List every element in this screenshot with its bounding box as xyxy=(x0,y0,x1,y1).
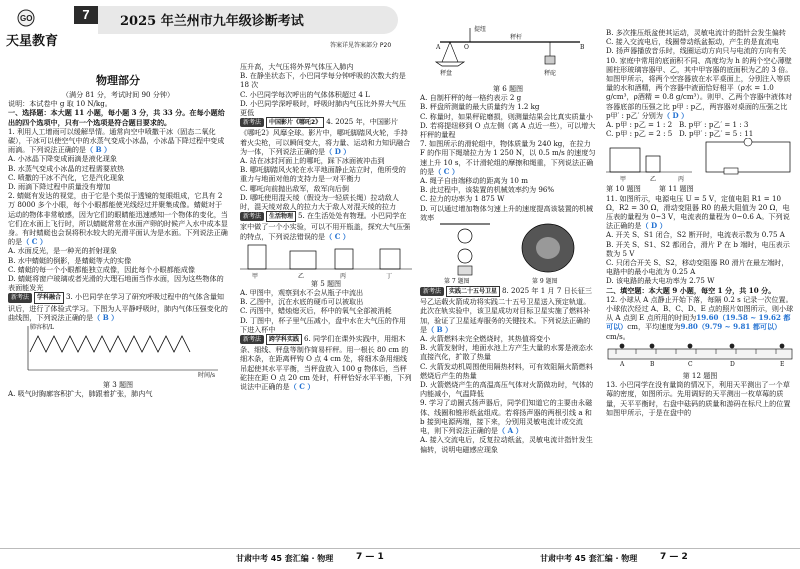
q3-tag2: 学科融合 xyxy=(34,292,64,303)
q8-answer: （ B ） xyxy=(427,324,453,334)
q11-text: 11. 如图所示，电源电压 U = 5 V，定值电阻 R1 = 10 Ω，R2 = 30 Ω，滑动变阻器 R0 的最大阻值为 20 Ω，电压表的量程为 0~3 V，电流表的量程为 0~0.6 A。下列说法正确的是 xyxy=(606,193,790,231)
q9-cont-c: C. 接入交流电后，线圈带动纸盆振动，产生的是直流电 xyxy=(606,37,779,47)
q4-option-b: B. 哪吒脚踏风火轮在水平地面静止站立时，他所受的重力与地面对他的支持力是一对平衡力 xyxy=(240,165,406,184)
q8-option-a: A. 火箭燃料未完全燃烧时，其热值将变小 xyxy=(420,334,551,344)
q4-option-a: A. 站在冰封河面上的哪吒，踩下冰面被冲击到 xyxy=(240,156,385,166)
q7-text: 7. 如图所示的滑轮组中，物体质量为 240 kg，在拉力 F 的作用下绳端拉力为 1 250 N，以 0.5 m/s 的速度匀速上升 10 s，不计滑轮组的摩擦和绳重，下列说法正确的是 xyxy=(420,139,596,176)
q2-option-c: C. 蜻蜓的每一个小眼都能独立成像，因此每个小眼都能成像 xyxy=(8,264,196,274)
q11-option-a: A. 开关 S、S1 闭合，S2 断开时，电流表示数为 0.75 A xyxy=(606,230,785,240)
footer-right-page: 7 — 2 xyxy=(660,552,688,562)
q11-option-c: C. 只闭合开关 S、S2，移动变阻器 R0 滑片在最左端时，电路中的最小电流为 0.25 A xyxy=(606,258,789,277)
q12-point-c: C xyxy=(688,360,693,368)
q6-option-a: A. 自制杆秤的每一格约表示 2 g xyxy=(420,93,522,103)
q3-cont-2: B. 在静坐状态下，小巴同学每分钟呼吸的次数大约是 18 次 xyxy=(240,71,406,90)
question-10 xyxy=(606,56,794,194)
q2-option-b: B. 水中蜻蜓的倒影，是蜻蜓等大的实像 xyxy=(8,255,132,265)
q10-figure-caption: 第 10 题图 xyxy=(606,184,641,194)
q6-answer: （ C ） xyxy=(289,382,315,392)
q3-cont-4: D. 小巴同学深呼吸时，呼吸时肺内气压比外界大气压更低 xyxy=(240,98,407,118)
q6-label-weight: 秤砣 xyxy=(544,70,557,77)
q6-option-c: C. 称量时，如果秤砣磨损，则测量结果会比真实质量小 xyxy=(420,111,593,121)
q2-answer: （ C ） xyxy=(22,237,47,247)
q5-tag2: 生活物理 xyxy=(266,211,296,222)
q10-options-row-2 xyxy=(606,129,794,138)
q10-option-a: A. p甲 : p乙 = 1 : 2 xyxy=(606,120,673,130)
q12-unit-2: cm/s。 xyxy=(606,331,630,341)
q2-text: 2. 蜻蜓有发达的视觉，由于它是个类似于透镜的复眼组成，它具有 2 万 8000 多个小眼，每个小眼都能使光线经过并聚集成像。蜻蜓对于运动的物体非常敏感，因为它们的眼睛能迅速感知一个物体的变化，当它们在水面上飞行时，所以蜻蜓常常在水面产卵的时候产入水中成本显身。有时蜻蜓也会误将积水较大的光滑平面认为是水面。下列说法正确的是 xyxy=(8,191,228,247)
footer xyxy=(0,548,800,569)
q3-cont-1: 压升高，大气压将外界气体压入肺内 xyxy=(240,62,354,71)
question-6 xyxy=(240,334,412,391)
column-1 xyxy=(0,60,236,398)
q3-answer: （ B ） xyxy=(93,312,119,322)
breathing-wave xyxy=(30,336,190,352)
q4-tag2: 中国影片《哪吒2》 xyxy=(266,117,324,128)
question-12 xyxy=(606,295,794,380)
q5-tag: 新考法 xyxy=(240,212,264,221)
q7-q9-figures xyxy=(420,222,596,286)
q12-figure xyxy=(606,341,794,371)
q1-option-b: B. 水蒸气变成小冰晶的过程需要放热 xyxy=(8,163,125,173)
q4-option-d: D. 哪吒使用混天绫（假设为一轻质长绳）拉动敌人时，混天绫对敌人的拉力大于敌人对混天绫的拉力 xyxy=(240,192,399,212)
q11-option-d: D. 该电路的最大电功率为 2.75 W xyxy=(606,276,715,286)
q12-text: 12. 小球从 A 点静止开始下落，每隔 0.2 s 记录一次位置。小球依次经过 A、B、C、D、E 点的照片如图所示，则小球从 A 点到 E 点所用的时间为 xyxy=(606,294,794,323)
q5-figure-caption: 第 5 题图 xyxy=(310,278,342,288)
q1-option-c: C. 喷撒的干冰不汽化，它是汽化现象 xyxy=(8,172,125,182)
q5-fig-label-a: 甲 xyxy=(252,272,259,280)
q4-answer: （ D ） xyxy=(325,146,351,156)
question-13 xyxy=(606,380,794,417)
q9-text: 9. 学习了动圈式扬声器后，同学们知道它的主要由永磁体、线圈和锥形纸盆组成。若将扬声器的两根引线 a 和 b 接到电源两端，接下来，分别用灵敏电流计或交流电，则下列说法正确的是 xyxy=(420,398,593,436)
page-num-badge: 7 xyxy=(74,6,98,24)
q10-fig-label-a: 甲 xyxy=(620,176,627,184)
q13-text: 13. 小巴同学在没有量筒的情况下，利用天平测出了一个草莓的密度，如图所示。先用调好的天平测出一枚草莓的质量，天平平衡时，右盘中砝码的质量和游码在标尺上的位置如图甲所示，于是在盘中的 xyxy=(606,380,791,417)
q9-answer: （ A ） xyxy=(498,426,523,436)
q10-answer: （ D ） xyxy=(662,110,689,120)
q5-fig-label-b: 乙 xyxy=(298,272,305,280)
question-8 xyxy=(420,286,596,398)
q6-text: 6. 同学们在课外实践中，用细木条、细线、秤盘等制作简易杆秤。用一根长 80 cm 的细木条，在距离秤钩 O 点 4 cm 处，将细木条用细线吊起使其水平平衡，当秤盘放入 100 g 物体后，当秤砣挂在距 O 点 20 cm 处时，杆秤恰好水平平衡，下列说法中正确的是 xyxy=(240,334,412,392)
q1-answer: （ B ） xyxy=(86,145,112,155)
q10-option-b: B. p甲′ : p乙′ = 1 : 3 xyxy=(678,120,749,130)
q3-option-a: A. 吸气时胸廓容积扩大，肺跟着扩张，肺内气 xyxy=(8,389,153,399)
q8-option-b: B. 火箭发射时，地面水池上方产生大量的水雾是液态水直接汽化，扩散了热量 xyxy=(420,343,593,362)
q6-label-beam: 秤杆 xyxy=(510,34,523,41)
q1-option-d: D. 雨滴下降过程中质量没有增加 xyxy=(8,182,111,192)
q7-option-d: D. 可以通过增加物体匀速上升的速度提高该装置的机械效率 xyxy=(420,203,594,222)
q10-q11-captions xyxy=(606,184,794,193)
part1-heading: 一、选择题：本大题 11 小题，每小题 3 分，共 33 分。在每小题给出的四个选项中，只有一个选项是符合题目要求的。 xyxy=(8,108,225,127)
exam-info: （满分 81 分，考试时间 90 分钟） xyxy=(61,90,175,99)
q12-point-b: B xyxy=(650,360,655,368)
q6-tag: 新考法 xyxy=(240,335,264,344)
instructions: 说明：本试卷中 g 取 10 N/kg。 xyxy=(8,99,112,109)
question-11 xyxy=(606,194,794,286)
q9-option-a: A. 接入交流电后，反复拉动纸盆，灵敏电流计指针发生偏转，说明电磁感应现象 xyxy=(420,435,593,454)
q12-point-e: E xyxy=(780,360,785,368)
q3-xlabel: 时间/s xyxy=(198,372,216,380)
question-7 xyxy=(420,139,596,286)
q6-label-pan: 秤盘 xyxy=(440,70,453,77)
q2-option-a: A. 水面反光，是一种光的折射现象 xyxy=(8,246,117,256)
q5-answer: （ C ） xyxy=(325,231,350,241)
q11-answer: （ D ） xyxy=(641,221,667,231)
part2-heading: 二、填空题：本大题 9 小题，每空 1 分，共 10 分。 xyxy=(606,285,776,295)
q12-answer-1: 19.60（19.58 ~ 19.62 都可以） xyxy=(606,313,791,332)
brand-logo xyxy=(6,6,62,52)
svg-text:GO: GO xyxy=(20,14,33,23)
question-1 xyxy=(8,127,228,191)
question-2 xyxy=(8,191,228,292)
q3-text: 3. 小巴同学在学习了研究呼吸过程中的气体含量知识后，进行了体验式学习。下图为人平静呼吸时，肺内气体压强变化的曲线图，下列说法正确的是 xyxy=(8,292,228,322)
q10-text: 10. 家庭中常用的底面积不同、高度均为 h 的两个空心薄壁圆柱形玻璃容器甲、乙，其中甲容器的底面积为乙的 3 倍。如图甲所示，将两个空容器放在水平桌面上，分别注入等质量的水和酒精，两个容器中液面恰好相平（ρ水 = 1.0 g/cm³，ρ酒精 = 0.8 g/cm³）。则甲、乙两个容器中液体对容器底部的压强之比 p甲 : p乙，两容器对桌面的压强之比 p甲′ : p乙′ 分别为 xyxy=(606,55,793,120)
ruler-figure xyxy=(606,341,794,363)
q3-tag: 新考法 xyxy=(8,293,32,302)
containers-circuit-figure xyxy=(606,138,794,176)
q10-option-c: C. p甲 : p乙 = 2 : 5 xyxy=(606,129,673,139)
column-2 xyxy=(236,62,416,391)
q8-tag2: 实践二十五号卫星 xyxy=(446,286,500,297)
q5-figure xyxy=(240,241,412,279)
answer-reference: 答案详见答案部分 P20 xyxy=(330,42,392,49)
q5-option-a: A. 甲图中，观察到水不会从瓶子中流出 xyxy=(240,288,364,298)
q10-fig-label-b: 乙 xyxy=(650,176,657,184)
q10-q11-figures xyxy=(606,138,794,184)
q12-point-a: A xyxy=(620,360,625,368)
question-9 xyxy=(420,398,596,453)
question-3 xyxy=(8,292,228,398)
q1-option-a: A. 小冰晶下降变成雨滴是液化现象 xyxy=(8,154,117,164)
q3-figure xyxy=(8,322,228,380)
q5-option-b: B. 乙图中，沉在水底的硬币可以被取出 xyxy=(240,297,364,307)
header xyxy=(0,0,420,58)
q10-fig-label-c: 丙 xyxy=(678,176,685,184)
q7-figure-caption: 第 7 题图 xyxy=(444,278,470,286)
q5-fig-label-d: 丁 xyxy=(386,272,393,280)
q9-figure-caption: 第 9 题图 xyxy=(532,278,558,286)
q5-option-d: D. 丁图中，杯子里气压减小，盘中水在大气压的作用下进入杯中 xyxy=(240,315,407,334)
q1-text: 1. 利用人工增雨可以缓解旱情。通常向空中喷撒干冰（固态二氧化碳），干冰可以使空气中的水蒸气变成小冰晶，小冰晶下降过程中变成雨滴。下列说法正确的是 xyxy=(8,126,225,155)
q11-option-b: B. 开关 S、S1、S2 都闭合，滑片 P 在 b 端时，电压表示数为 5 V xyxy=(606,239,790,258)
q9-cont-b: B. 多次推压纸盆使其运动，灵敏电流计的指针会发生偏转 xyxy=(606,28,786,37)
q3-ylabel: 肺容积/L xyxy=(30,324,55,332)
page-title: 2025 年兰州市九年级诊断考试 xyxy=(120,14,304,29)
q6-option-d: D. 若将提纽移到 O 点左侧（离 A 点近一些），可以增大杆秤的量程 xyxy=(420,120,596,140)
pulley-speaker-figure xyxy=(420,222,596,276)
q3-figure-caption: 第 3 题图 xyxy=(102,380,134,390)
column-3 xyxy=(416,24,600,454)
footer-left-book: 甘肃中考 45 套汇编 · 物理 xyxy=(236,554,334,563)
q8-tag: 新考法 xyxy=(420,287,444,296)
q12-unit-1: cm，平均速度为 xyxy=(627,322,681,332)
q6-figure xyxy=(420,24,596,84)
q8-option-c: C. 火箭发动机周围使用隔热材料，可有效阻隔火箭燃料燃烧后产生的热量 xyxy=(420,361,593,380)
bottle-experiments-figure xyxy=(240,241,412,271)
question-4 xyxy=(240,117,412,211)
q6-label-o: O xyxy=(464,44,469,51)
q8-text: 8. 2025 年 1 月 7 日长征三号乙运载火箭成功将实践二十五号卫星送入预定轨道。此次在轨实验中，该卫星成功对目标卫星实施了燃料补加，验证了卫星延寿服务的关键技术。下列说法正确的是 xyxy=(420,286,592,334)
q6-tag2: 跨学科实践 xyxy=(266,334,302,345)
q4-tag: 新考法 xyxy=(240,118,264,127)
q7-option-c: C. 拉力的功率为 1 875 W xyxy=(420,194,505,204)
q10-options-row-1 xyxy=(606,120,794,129)
q9-cont-d: D. 扬声器播放音乐时，线圈运动方向只与电流的方向有关 xyxy=(606,46,787,56)
q12-figure-caption: 第 12 题图 xyxy=(682,370,718,380)
q7-answer: （ C ） xyxy=(434,166,459,176)
q6-label-b: B xyxy=(580,44,585,51)
q3-cont-3: C. 小巴同学每次呼出的气体体积超过 4 L xyxy=(240,89,370,99)
q6-label-knob: 提纽 xyxy=(474,26,487,33)
q12-answer-2: 9.80（9.79 ~ 9.81 都可以） xyxy=(680,322,782,332)
question-5 xyxy=(240,211,412,334)
q6-figure-caption: 第 6 题图 xyxy=(492,84,524,93)
q6-option-b: B. 秤盘所测量的最大质量约为 1.2 kg xyxy=(420,102,540,112)
q5-text: 5. 在生活处处有物理。小巴同学在家中做了一个小实验，可以不用开瓶盖，探究大气压强的特点，下列说法错误的是 xyxy=(240,211,411,241)
brand-name: 天星教育 xyxy=(6,34,59,49)
column-4 xyxy=(600,28,800,417)
footer-right-book: 甘肃中考 45 套汇编 · 物理 xyxy=(540,554,638,563)
q6-label-a: A xyxy=(436,44,441,51)
q11-figure-caption: 第 11 题图 xyxy=(658,184,694,194)
q5-fig-label-c: 丙 xyxy=(340,272,347,280)
q7-option-b: B. 此过程中，该装置的机械效率约为 96% xyxy=(420,185,555,195)
q5-option-c: C. 丙图中，蜡烛熄灭后，杯中的氧气全部被消耗 xyxy=(240,306,392,316)
q7-option-a: A. 绳子自由端移动的距离为 10 m xyxy=(420,176,528,186)
q2-option-d: D. 蜻蜓将窗户玻璃或者光滑的大理石地面当作水面，因为这些物体的表面能发光 xyxy=(8,274,224,293)
q8-option-d: D. 火箭燃烧产生的高温高压气体对火箭做功时，气体的内能减小，气温降低 xyxy=(420,380,594,399)
footer-left-page: 7 — 1 xyxy=(356,552,384,562)
q10-option-d: D. p甲′ : p乙′ = 5 : 11 xyxy=(679,129,754,139)
q12-point-d: D xyxy=(730,360,735,368)
section-title: 物理部分 xyxy=(96,74,140,87)
q4-option-c: C. 哪吒向前抛出敌军，敌军向后倒 xyxy=(240,183,349,193)
q4-text: 4. 2025 年，中国影片《哪吒2》风靡全球。影片中，哪吒脚踏风火轮，手持着火尖枪，可以瞬间变大，将力量、运动和力知识融合为一体，下列说法正确的是 xyxy=(240,117,411,156)
